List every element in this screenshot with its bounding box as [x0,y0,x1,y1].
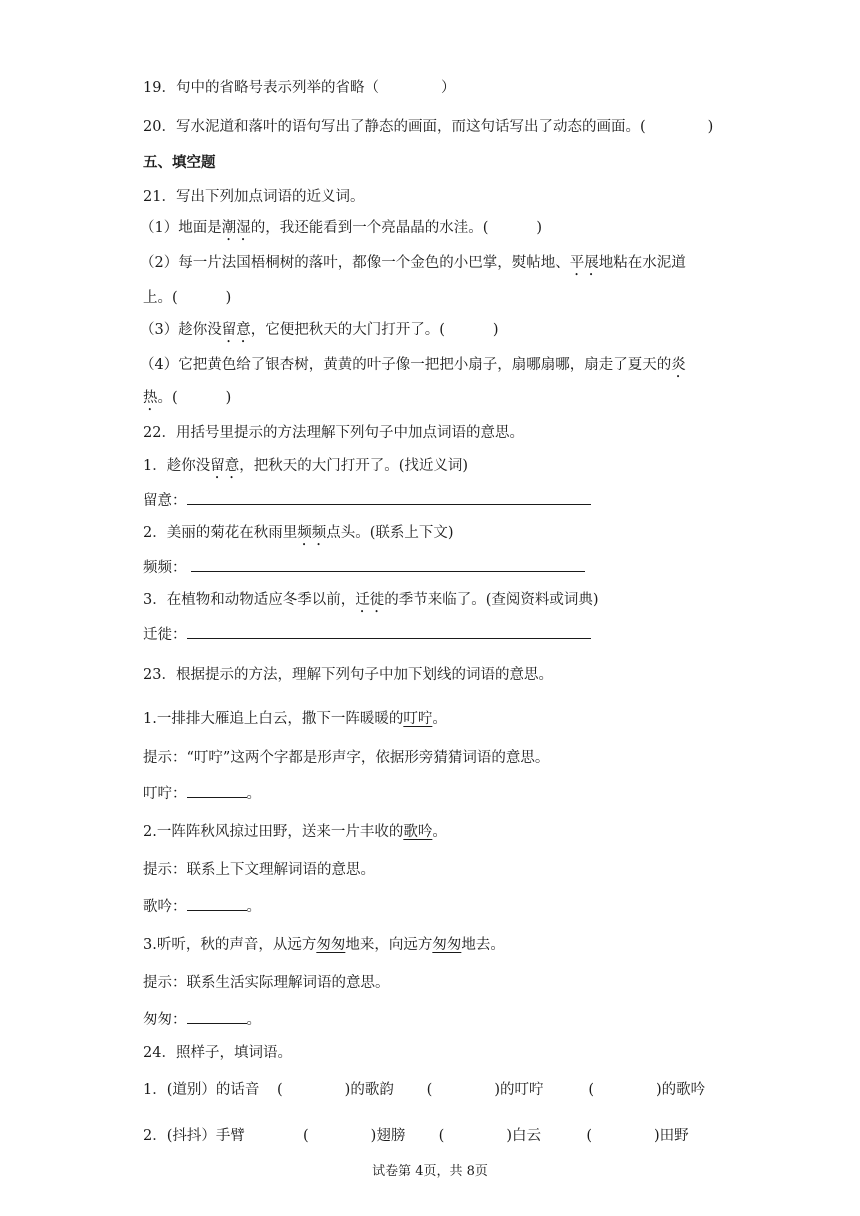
answer-blank[interactable] [187,783,247,798]
q21-item-2: （2）每一片法国梧桐树的落叶，都像一个金色的小巴掌，熨帖地、平展地粘在水泥道 [140,255,686,271]
q23-item-2: 2.一阵阵秋风掠过田野，送来一片丰收的歌吟。 [143,824,447,840]
q20-text: 20．写水泥道和落叶的语句写出了静态的画面，而这句话写出了动态的画面。( [143,119,646,135]
q23-hint-2: 提示：联系上下文理解词语的意思。 [143,862,375,878]
page-footer: 试卷第 4页，共 8页 [372,1164,488,1179]
section-title: 五、填空题 [143,154,216,171]
q22-item-2: 2．美丽的菊花在秋雨里频频点头。(联系上下文) [143,525,454,541]
dotted-word: 迁徙 [355,592,385,608]
q23-answer-2: 歌吟： 。 [143,896,261,917]
q22-item-3: 3．在植物和动物适应冬季以前，迁徙的季节来临了。(查阅资料或词典) [143,592,599,608]
q22-item-1: 1．趁你没留意，把秋天的大门打开了。(找近义词) [143,458,469,474]
q23-hint-1: 提示：“叮咛”这两个字都是形声字，依据形旁猜猜词语的意思。 [143,750,550,766]
q22-answer-3: 迁徙： [143,624,591,645]
dotted-word: 留意 [210,458,240,474]
q21-stem: 21．写出下列加点词语的近义词。 [143,189,365,205]
dotted-word: 频频 [297,525,327,541]
answer-blank[interactable] [187,896,247,911]
q23-stem: 23．根据提示的方法，理解下列句子中加下划线的词语的意思。 [143,667,553,683]
answer-blank[interactable] [191,557,585,572]
q19-line [143,78,455,98]
q23-answer-1: 叮咛： 。 [143,783,261,804]
q22-answer-2: 频频： [143,557,585,578]
dotted-word: 留意 [221,322,251,338]
q21-item-4: （4）它把黄色给了银杏树，黄黄的叶子像一把把小扇子，扇哪扇哪，扇走了夏天的炎 [140,357,686,373]
dotted-word: 热 [143,390,158,406]
q23-hint-3: 提示：联系生活实际理解词语的意思。 [143,975,390,991]
q23-answer-3: 匆匆： 。 [143,1009,261,1030]
q24-row-2: 2．(抖抖）手臂 ( )翅膀 ( )白云 ( )田野 [143,1128,689,1144]
underlined-word: 歌吟 [403,824,433,840]
q22-answer-1: 留意： [143,490,591,511]
q21-item-3: （3）趁你没留意，它便把秋天的大门打开了。( ) [140,322,499,338]
q21-item-2-cont: 上。( ) [143,290,232,306]
q23-item-1: 1.一排排大雁追上白云，撒下一阵暖暖的叮咛。 [143,711,447,727]
dotted-word: 潮湿 [221,220,251,236]
answer-blank[interactable] [187,1009,247,1024]
dotted-word: 平展 [569,255,599,271]
q21-item-1: （1）地面是潮湿的，我还能看到一个亮晶晶的水洼。( ) [140,220,543,236]
q20-line [143,117,713,137]
q23-item-3: 3.听听，秋的声音，从远方匆匆地来，向远方匆匆地去。 [143,937,505,953]
answer-blank[interactable] [187,490,591,505]
answer-blank[interactable] [187,624,591,639]
underlined-word: 匆匆 [316,937,346,953]
q21-item-4-cont: 热。( ) [143,390,232,406]
q24-row-1: 1．(道别）的话音 ( )的歌韵 ( )的叮咛 ( )的歌吟 [143,1082,706,1098]
q20-close: ) [707,119,714,135]
q19-text: 19．句中的省略号表示列举的省略（ [143,80,379,96]
q19-close: ） [440,80,456,96]
dotted-word: 炎 [671,357,686,373]
underlined-word: 匆匆 [432,937,462,953]
underlined-word: 叮咛 [403,711,433,727]
q22-stem: 22．用括号里提示的方法理解下列句子中加点词语的意思。 [143,425,524,441]
q24-stem: 24．照样子，填词语。 [143,1045,292,1061]
